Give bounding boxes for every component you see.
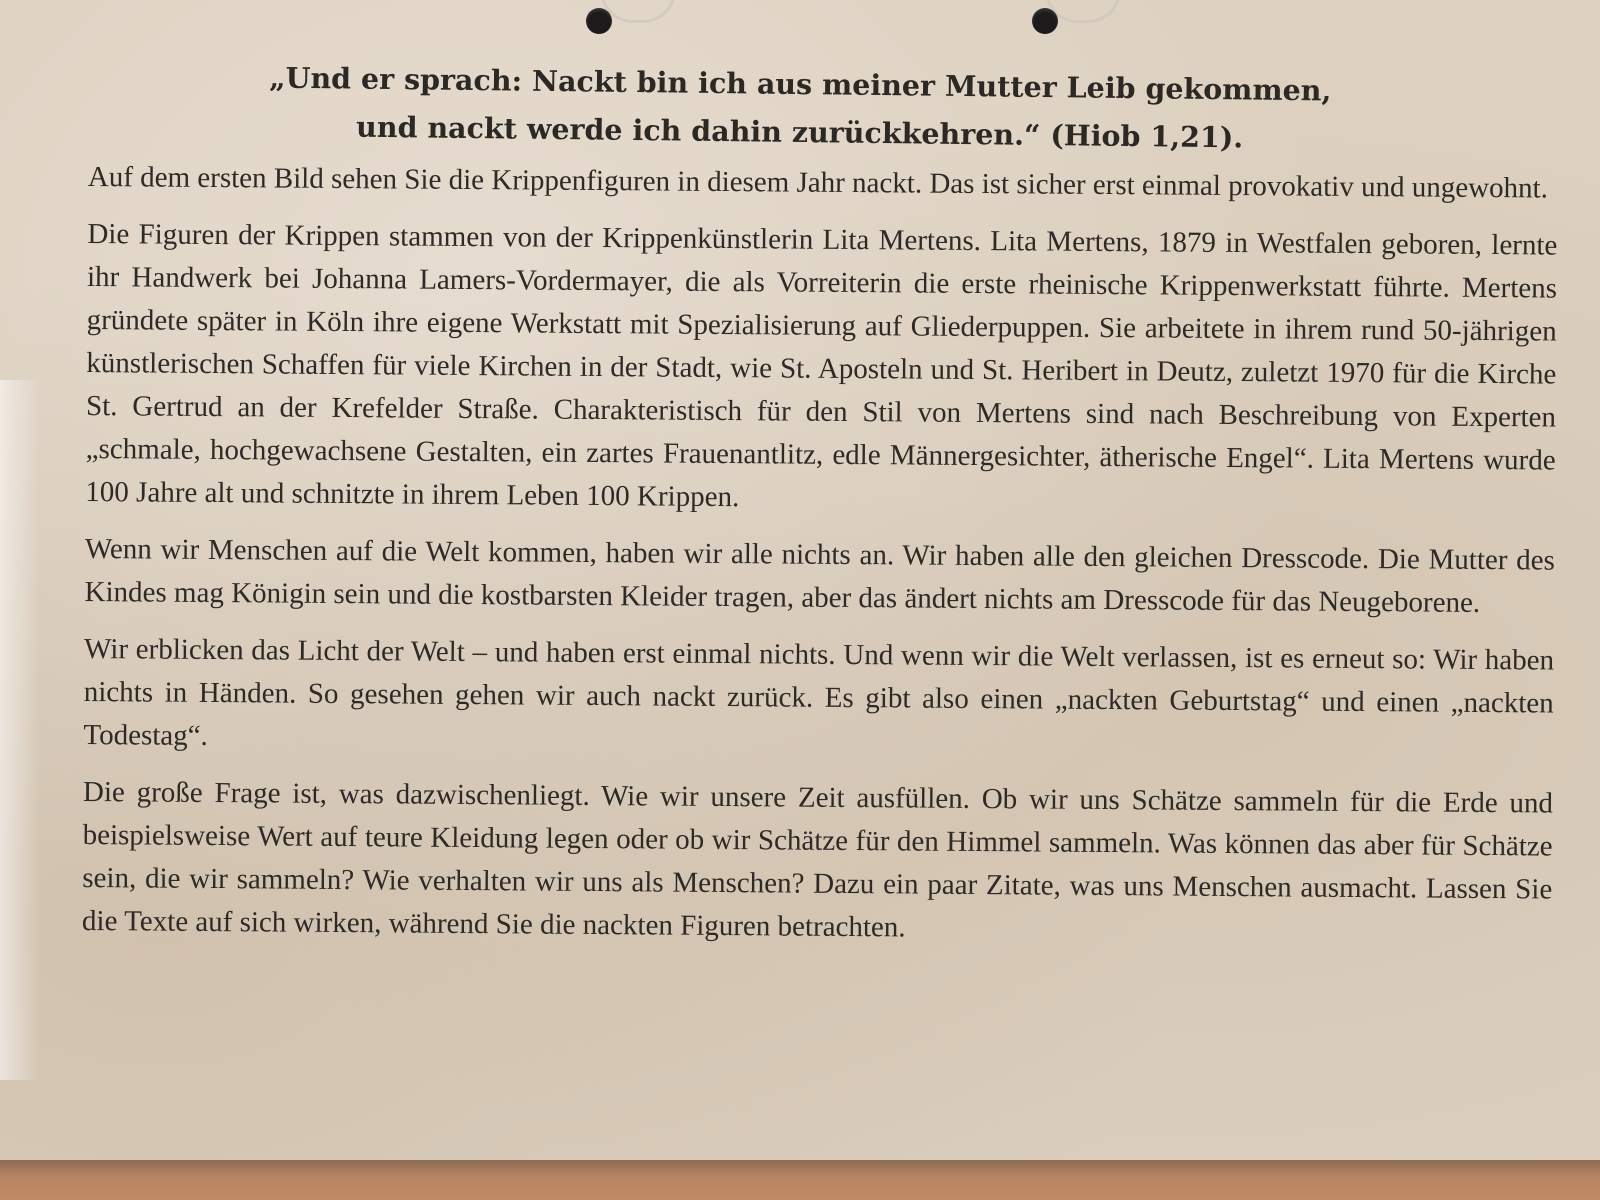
- punch-hole-left: [586, 8, 612, 34]
- quote-line-2: und nackt werde ich dahin zurückkehren.“ (Hiob 1,21).: [355, 109, 1244, 155]
- quote-line-1: „Und er sprach: Nackt bin ich aus meiner Mutter Leib gekommen,: [268, 60, 1332, 108]
- paragraph-dresscode: Wenn wir Menschen auf die Welt kommen, haben wir alle nichts an. Wir haben alle den gleichen Dresscode. Die Mutter des Kindes mag Königin sein und die kostbarsten Kleider tragen, aber das ändert nichts am Dresscode für das Neugeborene.: [84, 532, 1555, 619]
- body-text: [82, 156, 1558, 969]
- paragraph-lita-mertens: Die Figuren der Krippen stammen von der Krippenkünstlerin Lita Mertens. Lita Mertens, 1879 in Westfalen geboren, lernte ihr Handwerk bei Johanna Lamers-Vordermayer, die als Vorreiterin die erste rheinische Krippenwerkstatt führte. Mertens gründete später in Köln ihre eigene Werkstatt mit Spezialisierung auf Gliederpuppen. Sie arbeitete in ihrem rund 50-jährigen künstlerischen Schaffen für viele Kirchen in der Stadt, wie St. Aposteln und St. Heribert in Deutz, zuletzt 1970 für die Kirche St. Gertrud an der Krefelder Straße. Charakteristisch für den Stil von Mertens sind nach Beschreibung von Experten „schmale, hochgewachsene Gestalten, ein zartes Frauenantlitz, edle Männergesichter, ätherische Engel“. Lita Mertens wurde 100 Jahre alt und schnitzte in ihrem Leben 100 Krippen.: [85, 217, 1558, 514]
- paragraph-licht-der-welt: Wir erblicken das Licht der Welt – und haben erst einmal nichts. Und wenn wir die Welt verlassen, ist es erneut so: Wir haben nichts in Händen. So gesehen gehen wir auch nackt zurück. Es gibt also einen „nackten Geburtstag“ und einen „nackten Todestag“.: [83, 632, 1555, 752]
- paragraph-grosse-frage: Die große Frage ist, was dazwischenliegt. Wie wir unsere Zeit ausfüllen. Ob wir uns Schätze sammeln für die Erde und beispielsweise Wert auf teure Kleidung legen oder ob wir Schätze für den Himmel sammeln. Was können das aber für Schätze sein, die wir sammeln? Wie verhalten wir uns als Menschen? Dazu ein paar Zitate, was uns Menschen ausmacht. Lassen Sie die Texte auf sich wirken, während Sie die nackten Figuren betrachten.: [81, 775, 1554, 944]
- wooden-surface: [0, 1160, 1600, 1200]
- light-reflection: [0, 380, 40, 1080]
- paragraph-intro: Auf dem ersten Bild sehen Sie die Krippenfiguren in diesem Jahr nackt. Das ist sicher erst einmal provokativ und ungewohnt.: [87, 160, 1549, 205]
- punch-hole-right: [1032, 8, 1058, 34]
- bible-quote-heading: [259, 53, 1340, 162]
